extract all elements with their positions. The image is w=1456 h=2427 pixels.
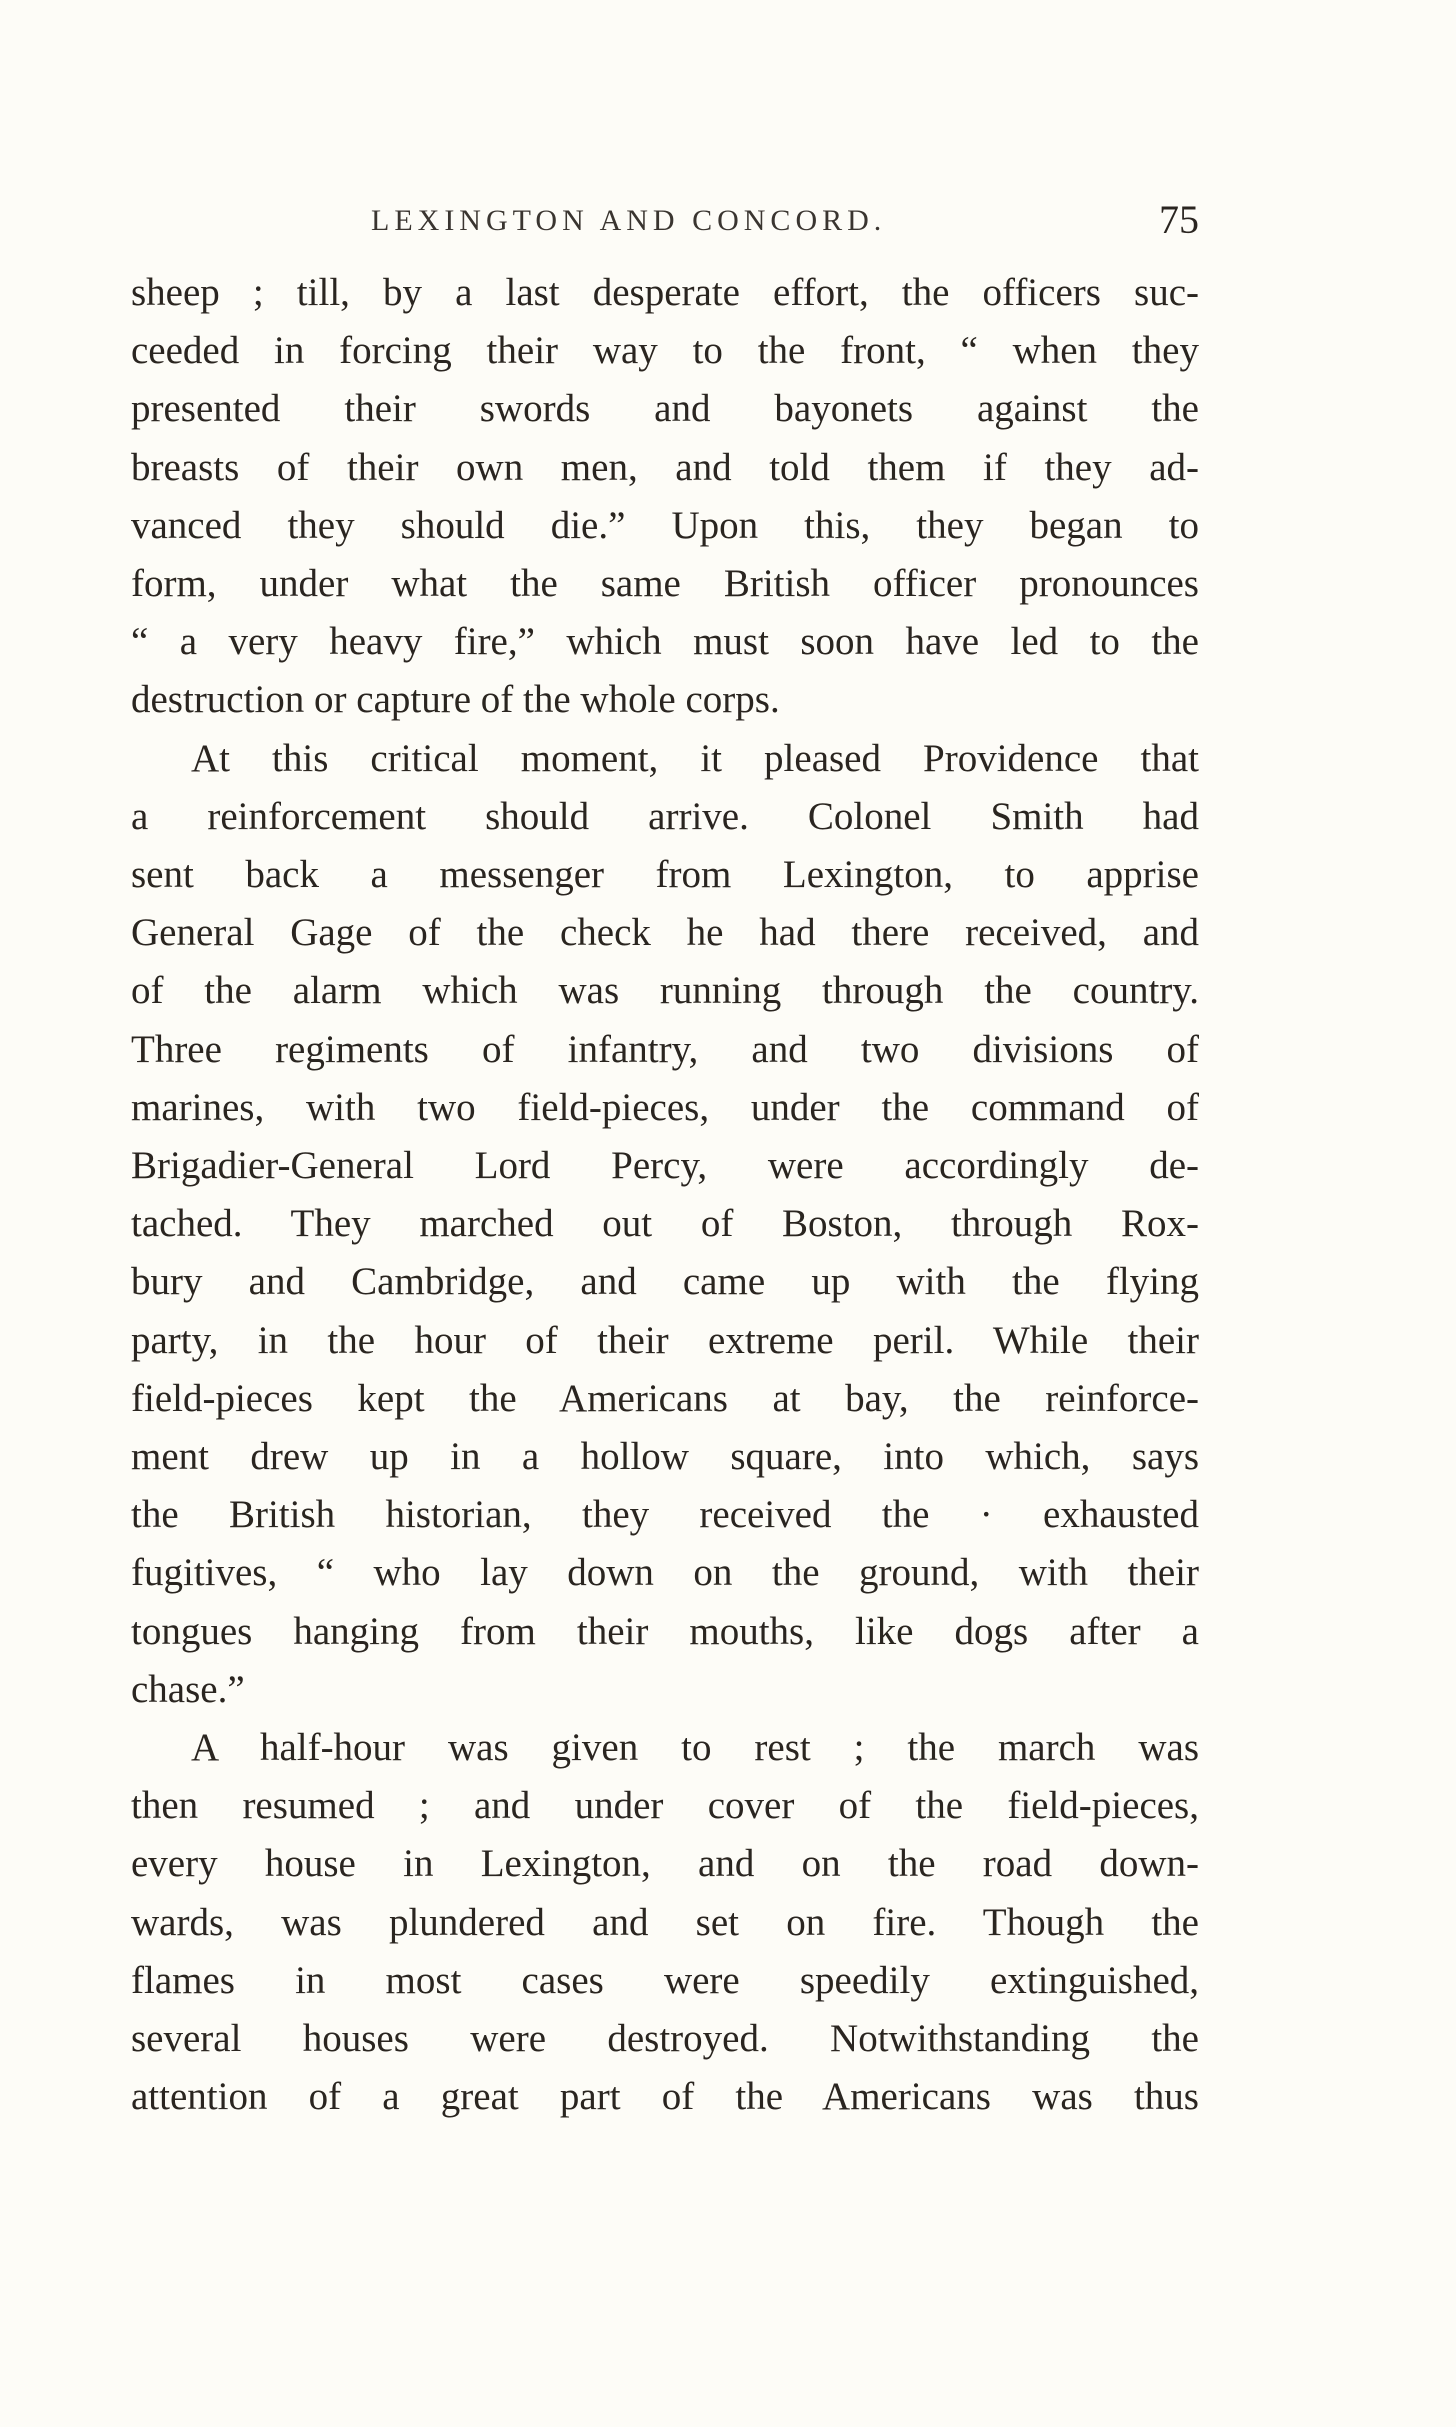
text-line: flames in most cases were speedily extinguished,: [131, 1958, 1199, 2002]
text-line: Brigadier-General Lord Percy, were accordingly de-: [131, 1144, 1199, 1188]
text-line: destruction or capture of the whole corps.: [131, 678, 780, 722]
text-line: vanced they should die.” Upon this, they began to: [131, 503, 1199, 547]
text-line: form, under what the same British officer pronounces: [131, 562, 1199, 606]
text-line: fugitives, “ who lay down on the ground, with their: [131, 1551, 1199, 1595]
text-line: ceeded in forcing their way to the front, “ when they: [131, 329, 1199, 373]
text-line: of the alarm which was running through the country.: [131, 969, 1199, 1013]
text-line: General Gage of the check he had there received, and: [131, 911, 1199, 955]
text-line: several houses were destroyed. Notwithstanding the: [131, 2017, 1199, 2061]
text-line: At this critical moment, it pleased Providence that: [191, 736, 1199, 780]
running-title: LEXINGTON AND CONCORD.: [371, 204, 887, 237]
body-text: [131, 264, 1199, 2127]
text-line: tongues hanging from their mouths, like dogs after a: [131, 1609, 1199, 1653]
text-line: “ a very heavy fire,” which must soon have led to the: [131, 620, 1199, 664]
text-line: every house in Lexington, and on the road down-: [131, 1842, 1199, 1886]
text-line: wards, was plundered and set on fire. Though the: [131, 1900, 1199, 1944]
running-head: [131, 196, 1199, 246]
text-line: party, in the hour of their extreme peril. While their: [131, 1318, 1199, 1362]
text-line: marines, with two field-pieces, under the command of: [131, 1085, 1199, 1129]
text-line: sent back a messenger from Lexington, to apprise: [131, 853, 1199, 897]
text-line: field-pieces kept the Americans at bay, the reinforce-: [131, 1376, 1199, 1420]
text-line: presented their swords and bayonets against the: [131, 387, 1199, 431]
text-line: then resumed ; and under cover of the field-pieces,: [131, 1784, 1199, 1828]
paragraph-1: [131, 264, 1199, 730]
text-line: sheep ; till, by a last desperate effort, the officers suc-: [131, 271, 1199, 314]
text-line: ment drew up in a hollow square, into which, says: [131, 1435, 1199, 1479]
text-line: bury and Cambridge, and came up with the flying: [131, 1260, 1199, 1304]
text-line: attention of a great part of the Americans was thus: [131, 2075, 1199, 2119]
paragraph-2: [131, 730, 1199, 1719]
text-line: chase.”: [131, 1667, 245, 1711]
paragraph-3: [131, 1719, 1199, 2126]
text-line: tached. They marched out of Boston, through Rox-: [131, 1202, 1199, 1246]
text-line: the British historian, they received the · exhausted: [131, 1493, 1199, 1537]
text-line: breasts of their own men, and told them if they ad-: [131, 445, 1199, 489]
page-number: 75: [1159, 197, 1199, 242]
text-line: Three regiments of infantry, and two divisions of: [131, 1027, 1199, 1071]
text-line: A half-hour was given to rest ; the march was: [191, 1726, 1199, 1770]
text-line: a reinforcement should arrive. Colonel Smith had: [131, 794, 1199, 838]
